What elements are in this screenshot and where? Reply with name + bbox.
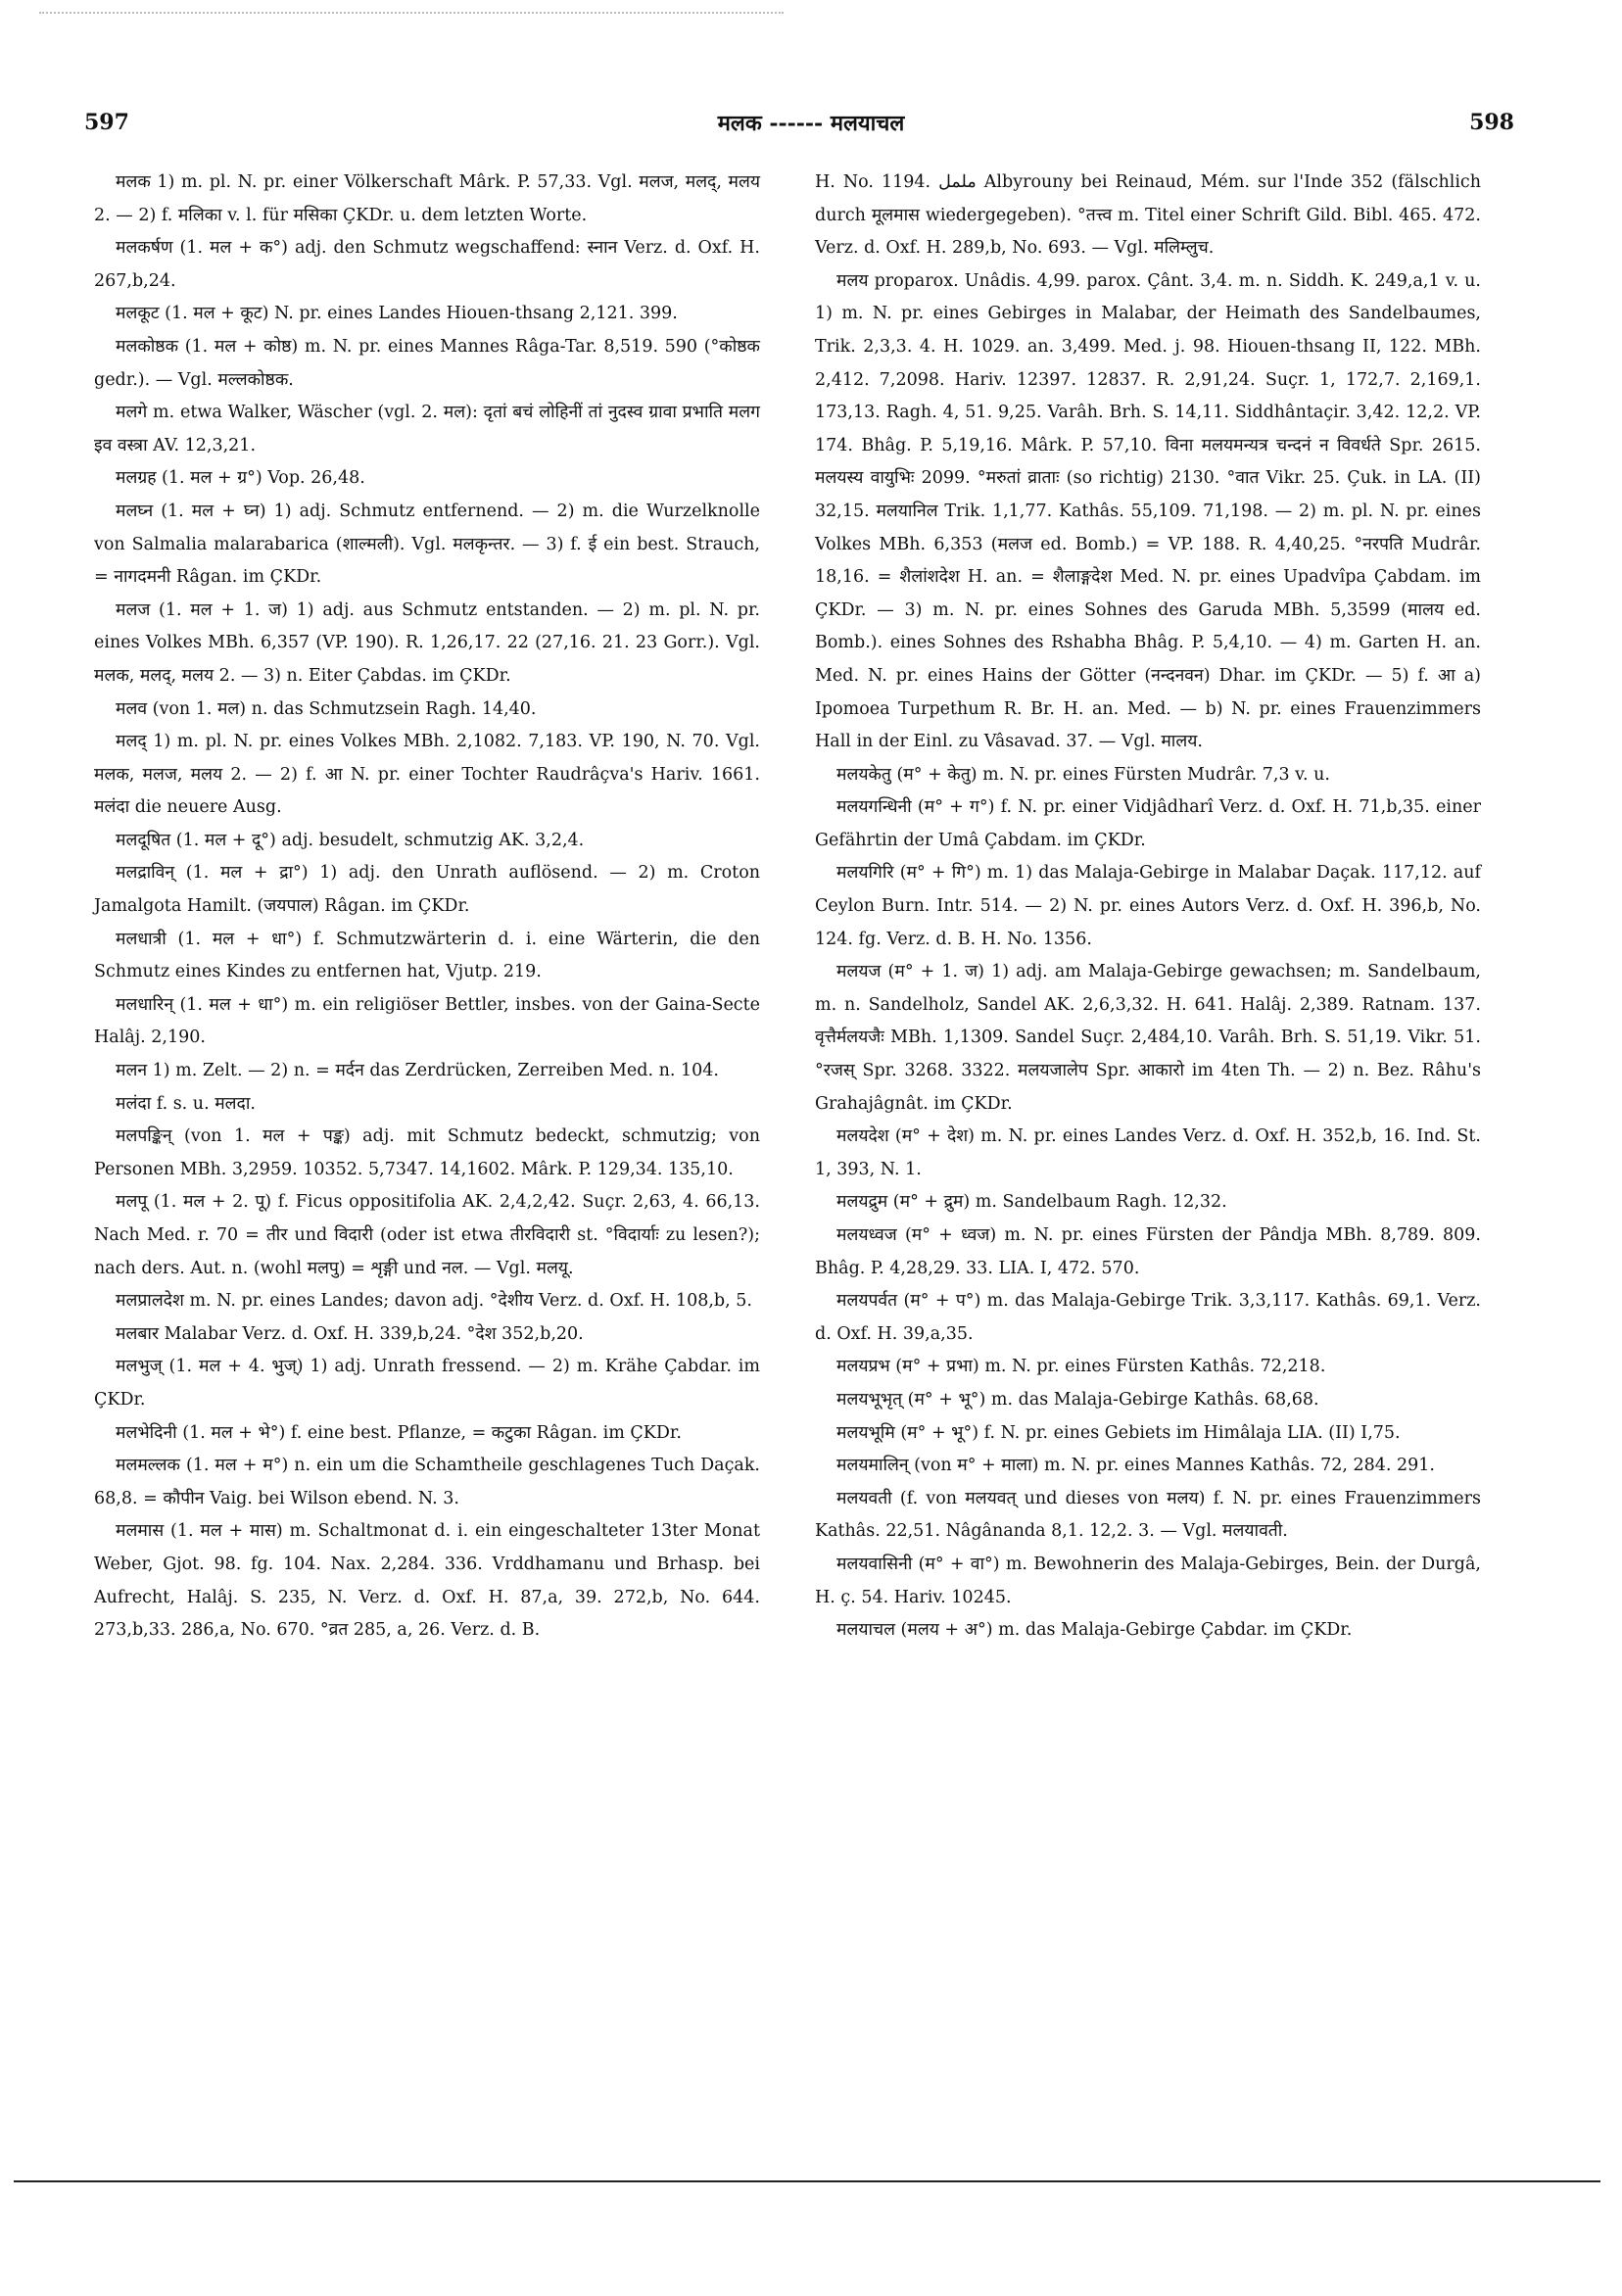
entry: मलधात्री (1. मल + धा°) f. Schmutzwärterin d. i. eine Wärterin, die den Schmutz eines Kindes zu entfernen hat, Vjutp. 219. — [94, 929, 760, 982]
entry: मलयभूभृत् (म° + भू°) m. das Malaja-Gebirge Kathâs. 68,68. — [836, 1389, 1319, 1410]
entry: मलन 1) m. Zelt. — 2) n. = मर्दन das Zerdrücken, Zerreiben Med. n. 104. — [116, 1061, 719, 1081]
entry: मलग्रह (1. मल + ग्र°) Vop. 26,48. — [116, 468, 365, 489]
page-number-left: 597 — [84, 110, 129, 135]
entry: मलमल्लक (1. मल + म°) n. ein um die Schamtheile geschlagenes Tuch Daçak. 68,8. = कौपीन Vaig. bei Wilson ebend. N. 3. — [94, 1456, 760, 1508]
entry: मलयगिरि (म° + गि°) m. 1) das Malaja-Gebirge in Malabar Daçak. 117,12. auf Ceylon Burn. Intr. 514. — 2) N. pr. eines Autors Verz. d. Oxf. H. 396,b, No. 124. fg. Verz. d. B. H. No. 1356. — [815, 863, 1481, 949]
entry: मलकोष्ठक (1. मल + कोष्ठ) m. N. pr. eines Mannes Râga-Tar. 8,519. 590 (°कोष्ठक gedr.). — Vgl. मल्लकोष्ठक. — [94, 336, 760, 390]
entry: मलयकेतु (म° + केतु) m. N. pr. eines Fürsten Mudrâr. 7,3 v. u. — [836, 764, 1330, 785]
entry: मलद् 1) m. pl. N. pr. eines Volkes MBh. 2,1082. 7,183. VP. 190, N. 70. Vgl. मलक, मलज, मलय 2. — 2) f. आ N. pr. einer Tochter Raudrâçva's Hariv. 1661. मलंदा die neuere Ausg. — [94, 732, 760, 818]
entry: मलयभूमि (म° + भू°) f. N. pr. eines Gebiets im Himâlaja LIA. (II) I,75. — [836, 1422, 1401, 1443]
entry: मलघ्न (1. मल + घ्न) 1) adj. Schmutz entfernend. — 2) m. die Wurzelknolle von Salmalia malarabarica (शाल्मली). Vgl. मलकृन्तर. — 3) f. ई ein best. Strauch, = नागदमनी Râgan. im ÇKDr. — [94, 501, 760, 588]
entry: मलबार Malabar Verz. d. Oxf. H. 339,b,24. °देश 352,b,20. — [116, 1323, 584, 1344]
page-number-right: 598 — [1469, 110, 1514, 135]
entry: मलगे m. etwa Walker, Wäscher (vgl. 2. मल): दृतां बचं लोहिनीं तां नुदस्व ग्रावा प्रभाति मलग इव वस्त्रा AV. 12,3,21. — [94, 403, 760, 455]
entry: मलकूट (1. मल + कूट) N. pr. eines Landes Hiouen-thsang 2,121. 399. — [116, 304, 678, 324]
bottom-rule — [14, 2180, 1600, 2182]
entry: मलयध्वज (म° + ध्वज) m. N. pr. eines Fürsten der Pândja MBh. 8,789. 809. Bhâg. P. 4,28,29. 33. LIA. I, 472. 570. — [815, 1225, 1481, 1278]
entry: मलकर्षण (1. मल + क°) adj. den Schmutz wegschaffend: स्नान Verz. d. Oxf. H. 267,b,24. — [94, 238, 760, 291]
entry: मलयदेश (म° + देश) m. N. pr. eines Landes Verz. d. Oxf. H. 352,b, 16. Ind. St. 1, 393, N. 1. — [815, 1126, 1481, 1179]
entry: मलयमालिन् (von म° + माला) m. N. pr. eines Mannes Kathâs. 72, 284. 291. — [836, 1456, 1435, 1476]
entry: मलयज (म° + 1. ज) 1) adj. am Malaja-Gebirge gewachsen; m. Sandelbaum, m. n. Sandelholz, Sandel AK. 2,6,3,32. H. 641. Halâj. 2,389. Ratnam. 137. वृत्तैर्मलयजैः MBh. 1,1309. Sandel Suçr. 2,484,10. Varâh. Brh. S. 51,19. Vikr. 51. °रजस् Spr. 3268. 3322. मलयजालेप Spr. आकारो im 4ten Th. — 2) n. Bez. Râhu's Grahajâgnât. im ÇKDr. — [815, 962, 1481, 1114]
entry: मलद्राविन् (1. मल + द्रा°) 1) adj. den Unrath auflösend. — 2) m. Croton Jamalgota Hamilt. (जयपाल) Râgan. im ÇKDr. — [94, 863, 760, 917]
entry: मलयाचल (मलय + अ°) m. das Malaja-Gebirge Çabdar. im ÇKDr. — [836, 1620, 1353, 1641]
scan-artifact — [39, 12, 784, 22]
entry: मलभुज् (1. मल + 4. भुज्) 1) adj. Unrath fressend. — 2) m. Krähe Çabdar. im ÇKDr. — [94, 1357, 760, 1410]
entry: मलपङ्किन् (von 1. मल + पङ्क) adj. mit Schmutz bedeckt, schmutzig; von Personen MBh. 3,2959. 10352. 5,7347. 14,1602. Mârk. P. 129,34. 135,10. — [94, 1126, 760, 1179]
entry: मलयप्रभ (म° + प्रभा) m. N. pr. eines Fürsten Kathâs. 72,218. — [836, 1357, 1326, 1377]
entry: मलयद्रुम (म° + द्रुम) m. Sandelbaum Ragh. 12,32. — [836, 1192, 1227, 1213]
right-column — [815, 167, 1481, 1648]
entry: मलप्रालदेश m. N. pr. eines Landes; davon adj. °देशीय Verz. d. Oxf. H. 108,b, 5. — [116, 1291, 752, 1312]
entry: मलमास (1. मल + मास) m. Schaltmonat d. i. ein eingeschalteter 13ter Monat Weber, Gjot. 98. fg. 104. Nax. 2,284. 336. Vrddhamanu und Brhasp. bei Aufrecht, Halâj. S. 235, N. Verz. d. Oxf. H. 87,a, 39. 272,b, No. 644. 273,b,33. 286,a, No. 670. °व्रत 285, a, 26. Verz. d. B. — [94, 1521, 760, 1641]
running-head: मलक ------ मलयाचल — [717, 111, 905, 136]
entry: मलदूषित (1. मल + दू°) adj. besudelt, schmutzig AK. 3,2,4. — [116, 830, 585, 850]
entry: मलय proparox. Unâdis. 4,99. parox. Çânt. 3,4. m. n. Siddh. K. 249,a,1 v. u. 1) m. N. pr. eines Gebirges in Malabar, der Heimath des Sandelbaumes, Trik. 2,3,3. 4. H. 1029. an. 3,499. Med. j. 98. Hiouen-thsang II, 122. MBh. 2,412. 7,2098. Hariv. 12397. 12837. R. 2,91,24. Suçr. 1, 172,7. 2,169,1. 173,13. Ragh. 4, 51. 9,25. Varâh. Brh. S. 14,11. Siddhântaçir. 3,42. 12,2. VP. 174. Bhâg. P. 5,19,16. Mârk. P. 57,10. विना मलयमन्यत्र चन्दनं न विवर्धते Spr. 2615. मलयस्य वायुभिः 2099. °मरुतां व्राताः (so richtig) 2130. °वात Vikr. 25. Çuk. in LA. (II) 32,15. मलयानिल Trik. 1,1,77. Kathâs. 55,109. 71,198. — 2) m. pl. N. pr. eines Volkes MBh. 6,353 (मलज ed. Bomb.) = VP. 188. R. 4,40,25. °नरपति Mudrâr. 18,16. = शैलांशदेश H. an. = शैलाङ्गदेश Med. N. pr. eines Upadvîpa Çabdam. im ÇKDr. — 3) m. N. pr. eines Sohnes des Garuda MBh. 5,3599 (मालय ed. Bomb.). eines Sohnes des Rshabha Bhâg. P. 5,4,10. — 4) m. Garten H. an. Med. N. pr. eines Hains der Götter (नन्दनवन) Dhar. im ÇKDr. — 5) f. आ a) Ipomoea Turpethum R. Br. H. an. Med. — b) N. pr. eines Frauenzimmers Hall in der Einl. zu Vâsavad. 37. — Vgl. मालय. — [815, 270, 1481, 752]
left-column — [94, 167, 760, 1648]
entry: मलभेदिनी (1. मल + भे°) f. eine best. Pflanze, = कटुका Râgan. im ÇKDr. — [116, 1422, 682, 1443]
entry: मलपू (1. मल + 2. पू) f. Ficus oppositifolia AK. 2,4,2,42. Suçr. 2,63, 4. 66,13. Nach Med. r. 70 = तीर und विदारी (oder ist etwa तीरविदारी st. °विदार्याः zu lesen?); nach ders. Aut. n. (wohl मलपु) = शृङ्गी und नल. — Vgl. मलयू. — [94, 1192, 760, 1278]
entry: मलयवासिनी (म° + वा°) m. Bewohnerin des Malaja-Gebirges, Bein. der Durgâ, H. ç. 54. Hariv. 10245. — [815, 1554, 1481, 1607]
entry: मलयवती (f. von मलयवत् und dieses von मलय) f. N. pr. eines Frauenzimmers Kathâs. 22,51. Nâgânanda 8,1. 12,2. 3. — Vgl. मलयावती. — [815, 1488, 1481, 1542]
entry: मलयपर्वत (म° + प°) m. das Malaja-Gebirge Trik. 3,3,117. Kathâs. 69,1. Verz. d. Oxf. H. 39,a,35. — [815, 1291, 1481, 1344]
entry: मलक 1) m. pl. N. pr. einer Völkerschaft Mârk. P. 57,33. Vgl. मलज, मलद्, मलय 2. — 2) f. मलिका v. l. für मसिका ÇKDr. u. dem letzten Worte. — [94, 172, 760, 225]
entry: मलधारिन् (1. मल + धा°) m. ein religiöser Bettler, insbes. von der Gaina-Secte Halâj. 2,190. — [94, 994, 760, 1048]
entry: मलंदा f. s. u. मलदा. — [116, 1093, 256, 1114]
entry: मलयगन्धिनी (म° + ग°) f. N. pr. einer Vidjâdharî Verz. d. Oxf. H. 71,b,35. einer Gefährtin der Umâ Çabdam. im ÇKDr. — [815, 797, 1481, 850]
entry: मलव (von 1. मल) n. das Schmutzsein Ragh. 14,40. — [116, 698, 537, 719]
entry-continued: H. No. 1194. ململ Albyrouny bei Reinaud, Mém. sur l'Inde 352 (fälschlich durch मूलमास wiedergegeben). °तत्त्व m. Titel einer Schrift Gild. Bibl. 465. 472. Verz. d. Oxf. H. 289,b, No. 693. — Vgl. मलिम्लुच. — [815, 172, 1482, 259]
entry: मलज (1. मल + 1. ज) 1) adj. aus Schmutz entstanden. — 2) m. pl. N. pr. eines Volkes MBh. 6,357 (VP. 190). R. 1,26,17. 22 (27,16. 21. 23 Gorr.). Vgl. मलक, मलद्, मलय 2. — 3) n. Eiter Çabdas. im ÇKDr. — [94, 599, 760, 686]
